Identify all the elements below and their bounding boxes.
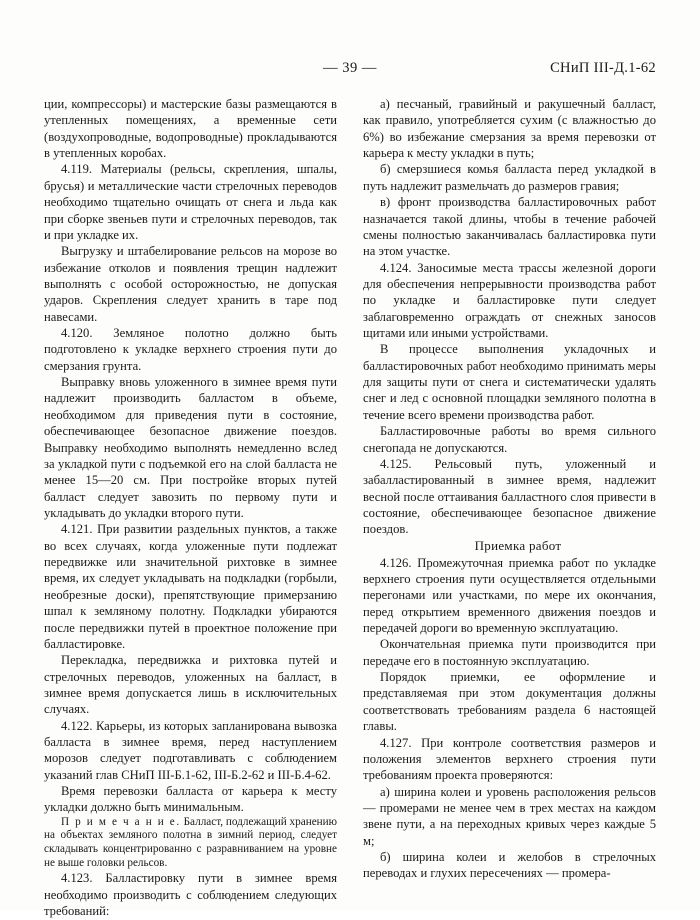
paragraph: 4.120. Земляное полотно должно быть подготовлено к укладке верхнего строения пути до смерзания грунта. <box>44 326 337 373</box>
document-reference: СНиП III-Д.1-62 <box>550 60 656 76</box>
note-text: Балласт, подлежащий хранению на объектах земляного полотна в зимний период, следует складывать концентрированно с разравниванием на уровне не выше головки рельсов. <box>44 815 337 869</box>
paragraph: Выправку вновь уложенного в зимнее время пути надлежит производить балластом в объеме, необходимом для приведения пути в состояние, обеспечивающее безопасное движение поездов. Выправку необходимо выполнять немедленно вслед за укладкой пути с подъемкой его на слой балласта не менее 15—20 см. При постройке вторых путей балласт следует завозить по первому пути и укладывать до укладки второго пути. <box>44 375 337 520</box>
paragraph: 4.126. Промежуточная приемка работ по укладке верхнего строения пути осуществляется отдельными перегонами или участками, по мере их окончания, перед открытием временного движения поездов и передачей дороги во временную эксплуатацию. <box>363 555 656 636</box>
paragraph: ции, компрессоры) и мастерские базы размещаются в утепленных помещениях, а временные сети (воздухопроводные, водопроводные) прокладываются в утепленных коробах. <box>44 97 337 161</box>
paragraph: 4.119. Материалы (рельсы, скрепления, шпалы, брусья) и металлические части стрелочных переводов необходимо тщательно очищать от снега и льда как при сборке звеньев пути и стрелочных переводов, так и при укладке их. <box>44 162 337 242</box>
page-number: — 39 — <box>323 60 377 76</box>
paragraph: Выгрузку и штабелирование рельсов на морозе во избежание отколов и появления трещин надлежит выполнять с особой осторожностью, не допуская ударов. Скрепления следует хранить в таре под навесами. <box>44 244 337 324</box>
paragraph: В процессе выполнения укладочных и балластировочных работ необходимо принимать меры для защиты пути от снега и систематически удалять снег и лед с основной площадки земляного полотна в течение всего времени производства работ. <box>363 342 656 422</box>
note-label: П р и м е ч а н и е. <box>61 815 181 828</box>
paragraph: Перекладка, передвижка и рихтовка путей и стрелочных переводов, уложенных на балласт, в зимнее время допускается лишь в исключительных случаях. <box>44 653 337 717</box>
paragraph: 4.127. При контроле соответствия размеров и положения элементов верхнего строения пути требованиям проекта проверяются: <box>363 735 656 783</box>
section-subheading: Приемка работ <box>474 537 562 553</box>
body-columns <box>44 96 656 920</box>
paragraph: Порядок приемки, ее оформление и представляемая при этом документация должны соответствовать требованиям раздела 6 настоящей главы. <box>363 670 656 734</box>
paragraph: Окончательная приемка пути производится при передаче его в постоянную эксплуатацию. <box>363 637 656 668</box>
paragraph: 4.122. Карьеры, из которых запланирована вывозка балласта в зимнее время, перед наступлением морозов следует подготавливать с соблюдением указаний глав СНиП III-Б.1-62, III-Б.2-62 и III-Б.4-62. <box>44 718 337 782</box>
paragraph: Балластировочные работы во время сильного снегопада не допускаются. <box>363 424 656 455</box>
paragraph: 4.125. Рельсовый путь, уложенный и забалластированный в зимнее время, надлежит весной после оттаивания балластного слоя привести в состояние, обеспечивающее безопасное движение поездов. <box>363 456 656 537</box>
paragraph: 4.124. Заносимые места трассы железной дороги для обеспечения непрерывности производства работ по укладке и балластировке пути следует заблаговременно ограждать от снежных заносов щитами или иными устройствами. <box>363 260 656 341</box>
note-block <box>44 816 337 871</box>
paragraph: б) ширина колеи и желобов в стрелочных переводах и глухих пересечениях — промера- <box>363 850 656 881</box>
right-column <box>363 96 656 882</box>
paragraph: в) фронт производства балластировочных работ назначается такой длины, чтобы в течение рабочей смены полностью заканчивалась балластировка пути на этом участке. <box>363 195 656 259</box>
running-head <box>44 60 656 86</box>
paragraph: б) смерзшиеся комья балласта перед укладкой в путь надлежит размельчать до размеров гравия; <box>363 162 656 193</box>
paragraph: Время перевозки балласта от карьера к месту укладки должно быть минимальным. <box>44 784 337 815</box>
left-column <box>44 96 337 920</box>
paragraph: 4.123. Балластировку пути в зимнее время необходимо производить с соблюдением следующих требований: <box>44 871 337 919</box>
paragraph: а) ширина колеи и уровень расположения рельсов — промерами не менее чем в трех местах на каждом звене пути, а на переходных кривых через каждые 5 м; <box>363 784 656 848</box>
paragraph: 4.121. При развитии раздельных пунктов, а также во всех случаях, когда уложенные пути подлежат передвижке или значительной рихтовке в зимнее время, их следует укладывать на подкладки (горбыли, необрезные доски), препятствующие примерзанию шпал к земляному полотну. Подкладки убираются после передвижки путей в проектное положение при балластировке. <box>44 522 337 651</box>
paragraph: а) песчаный, гравийный и ракушечный балласт, как правило, употребляется сухим (с влажностью до 6%) во избежание смерзания за время перевозки от карьера к месту укладки в путь; <box>363 97 656 161</box>
